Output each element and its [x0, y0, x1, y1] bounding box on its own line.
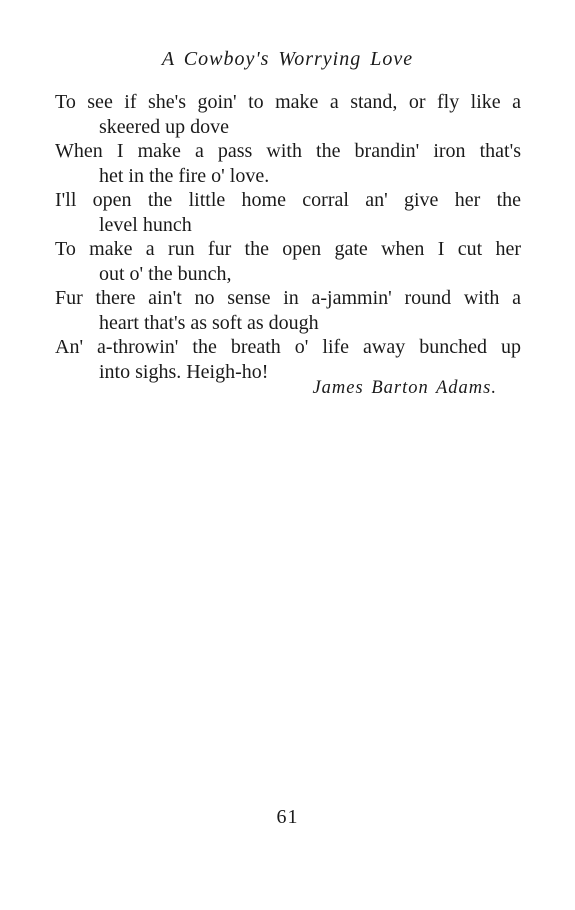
poem-line-continuation: into sighs. Heigh-ho!	[99, 360, 269, 383]
poem-line-continuation: level hunch	[99, 213, 192, 236]
poem-line	[55, 286, 521, 335]
running-head: A Cowboy's Worrying Love	[161, 48, 414, 70]
poem-line	[55, 139, 521, 188]
poem-line-first: To make a run fur the open gate when I cut her	[55, 238, 521, 260]
poem-line	[55, 90, 521, 139]
poem-line-continuation: out o' the bunch,	[99, 262, 232, 285]
poem-line	[55, 335, 521, 384]
poem-line-continuation: skeered up dove	[99, 115, 229, 138]
author-signature: James Barton Adams.	[312, 378, 497, 398]
poem-body	[55, 90, 521, 384]
poem-line	[55, 188, 521, 237]
poem-line-continuation: het in the fire o' love.	[99, 164, 270, 187]
poem-line-first: To see if she's goin' to make a stand, or fly like a	[55, 91, 521, 113]
poem-line-continuation: heart that's as soft as dough	[99, 311, 319, 334]
poem-line-first: An' a-throwin' the breath o' life away bunched up	[55, 336, 521, 358]
poem-line	[55, 237, 521, 286]
poem-line-first: Fur there ain't no sense in a-jammin' round with a	[55, 287, 521, 309]
poem-line-first: I'll open the little home corral an' give her the	[55, 189, 521, 211]
poem-line-first: When I make a pass with the brandin' iron that's	[55, 140, 521, 162]
page-number: 61	[276, 806, 299, 828]
